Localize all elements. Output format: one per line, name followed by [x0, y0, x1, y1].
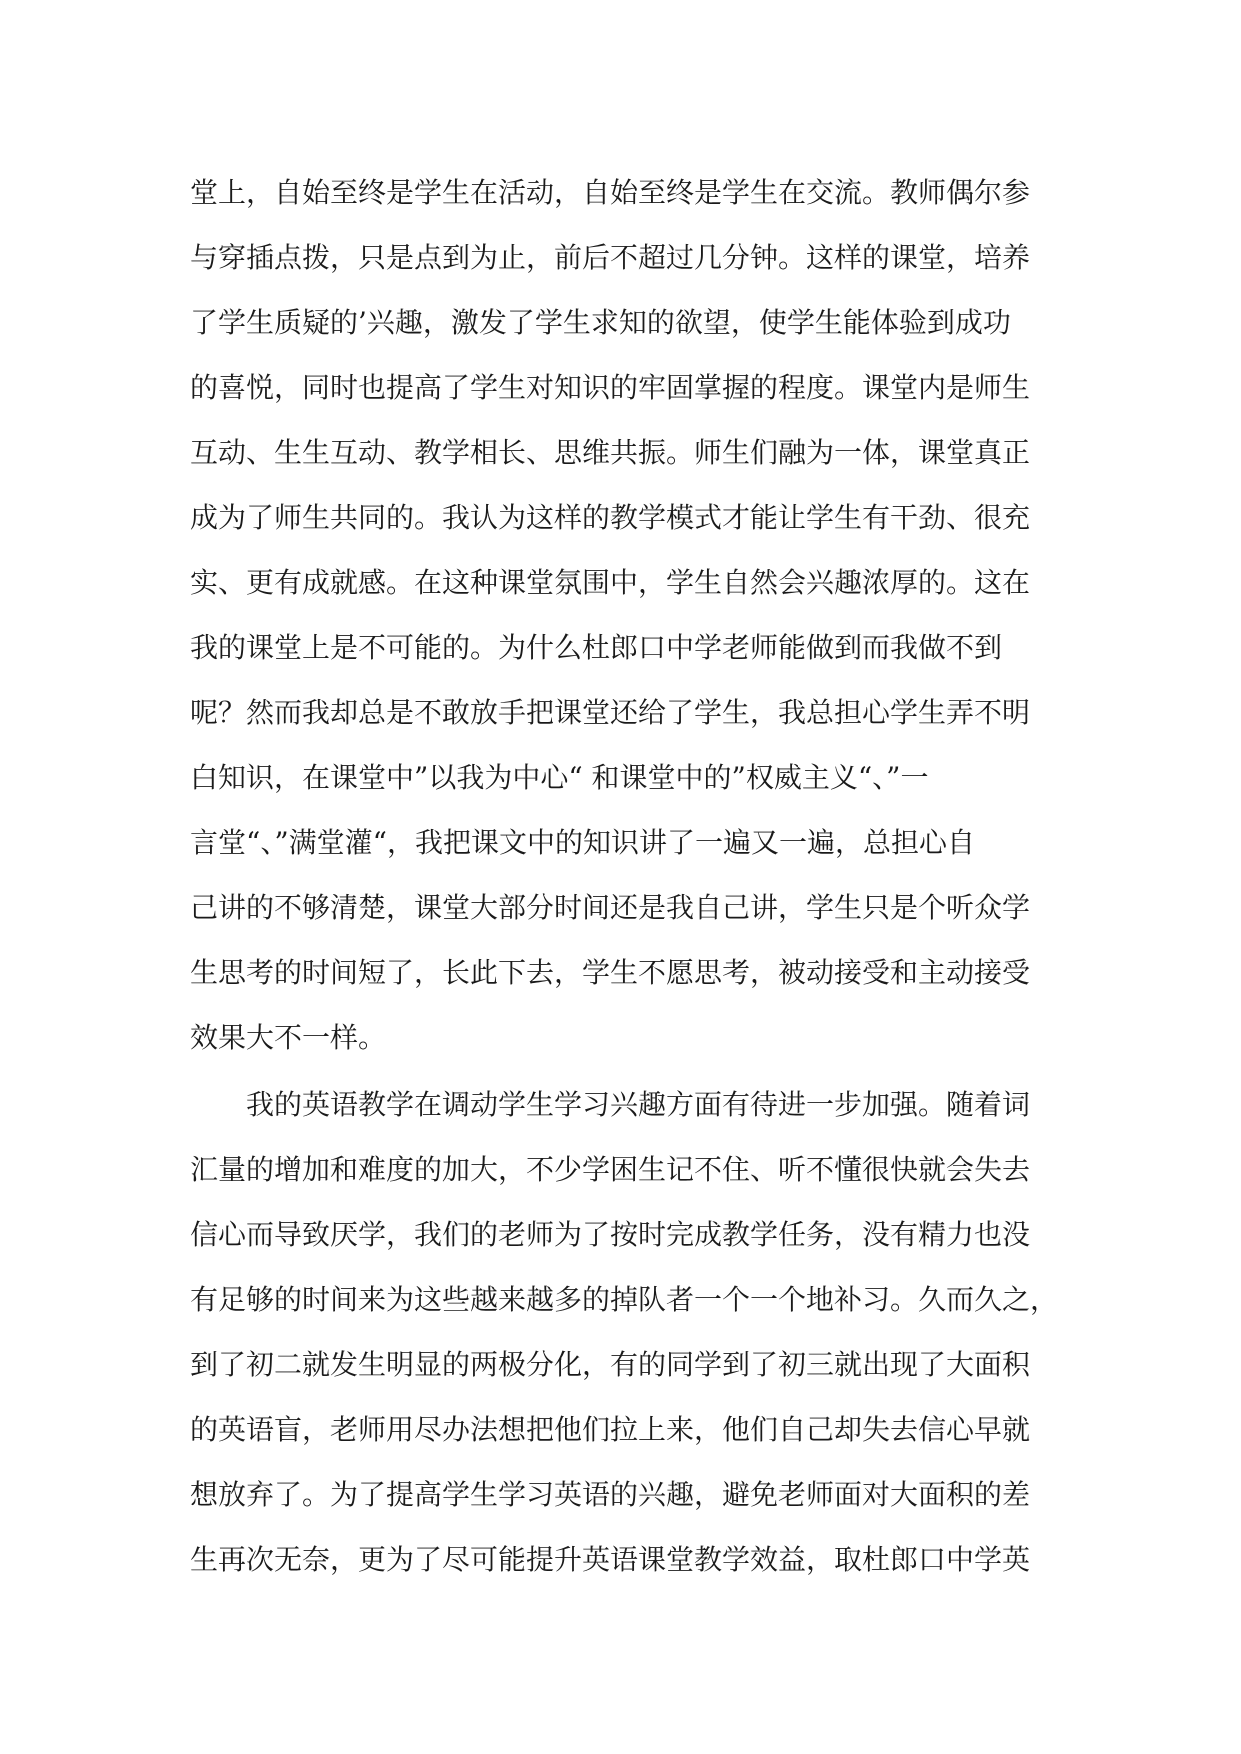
text-line: 的喜悦，同时也提高了学生对知识的牢固掌握的程度。课堂内是师生: [190, 371, 1031, 404]
text-line: 我的课堂上是不可能的。为什么杜郎口中学老师能做到而我做不到: [190, 631, 1003, 664]
document-body: [190, 160, 1070, 1592]
text-line: 实、更有成就感。在这种课堂氛围中，学生自然会兴趣浓厚的。这在: [190, 566, 1031, 599]
text-line: 想放弃了。为了提高学生学习英语的兴趣，避免老师面对大面积的差: [190, 1478, 1031, 1511]
text-line: 成为了师生共同的。我认为这样的教学模式才能让学生有干劲、很充: [190, 501, 1031, 534]
text-line: 信心而导致厌学，我们的老师为了按时完成教学任务，没有精力也没: [190, 1218, 1031, 1251]
text-line: 效果大不一样。: [190, 1021, 387, 1054]
text-line: 堂上，自始至终是学生在活动，自始至终是学生在交流。教师偶尔参: [190, 176, 1031, 209]
text-line: 言堂“、”满堂灌“，我把课文中的知识讲了一遍又一遍，总担心自: [190, 826, 975, 859]
text-line: 我的英语教学在调动学生学习兴趣方面有待进一步加强。随着词: [246, 1088, 1031, 1121]
paragraph-2: [190, 1072, 1070, 1592]
text-line: 己讲的不够清楚，课堂大部分时间还是我自己讲，学生只是个听众学: [190, 891, 1031, 924]
text-line: 汇量的增加和难度的加大，不少学困生记不住、听不懂很快就会失去: [190, 1153, 1031, 1186]
text-line: 生再次无奈，更为了尽可能提升英语课堂教学效益，取杜郎口中学英: [190, 1543, 1031, 1576]
text-line: 了学生质疑的’兴趣，激发了学生求知的欲望，使学生能体验到成功: [190, 306, 1011, 339]
text-line: 生思考的时间短了，长此下去，学生不愿思考，被动接受和主动接受: [190, 956, 1031, 989]
text-line: 互动、生生互动、教学相长、思维共振。师生们融为一体，课堂真正: [190, 436, 1031, 469]
text-line: 与穿插点拨，只是点到为止，前后不超过几分钟。这样的课堂，培养: [190, 241, 1031, 274]
paragraph-1: [190, 160, 1070, 1070]
text-line: 呢？然而我却总是不敢放手把课堂还给了学生，我总担心学生弄不明: [190, 696, 1031, 729]
text-line: 白知识，在课堂中”以我为中心“ 和课堂中的”权威主义“、”一: [190, 761, 929, 794]
text-line: 到了初二就发生明显的两极分化，有的同学到了初三就出现了大面积: [190, 1348, 1031, 1381]
text-line: 有足够的时间来为这些越来越多的掉队者一个一个地补习。久而久之，: [190, 1283, 1059, 1316]
text-line: 的英语盲，老师用尽办法想把他们拉上来，他们自己却失去信心早就: [190, 1413, 1031, 1446]
